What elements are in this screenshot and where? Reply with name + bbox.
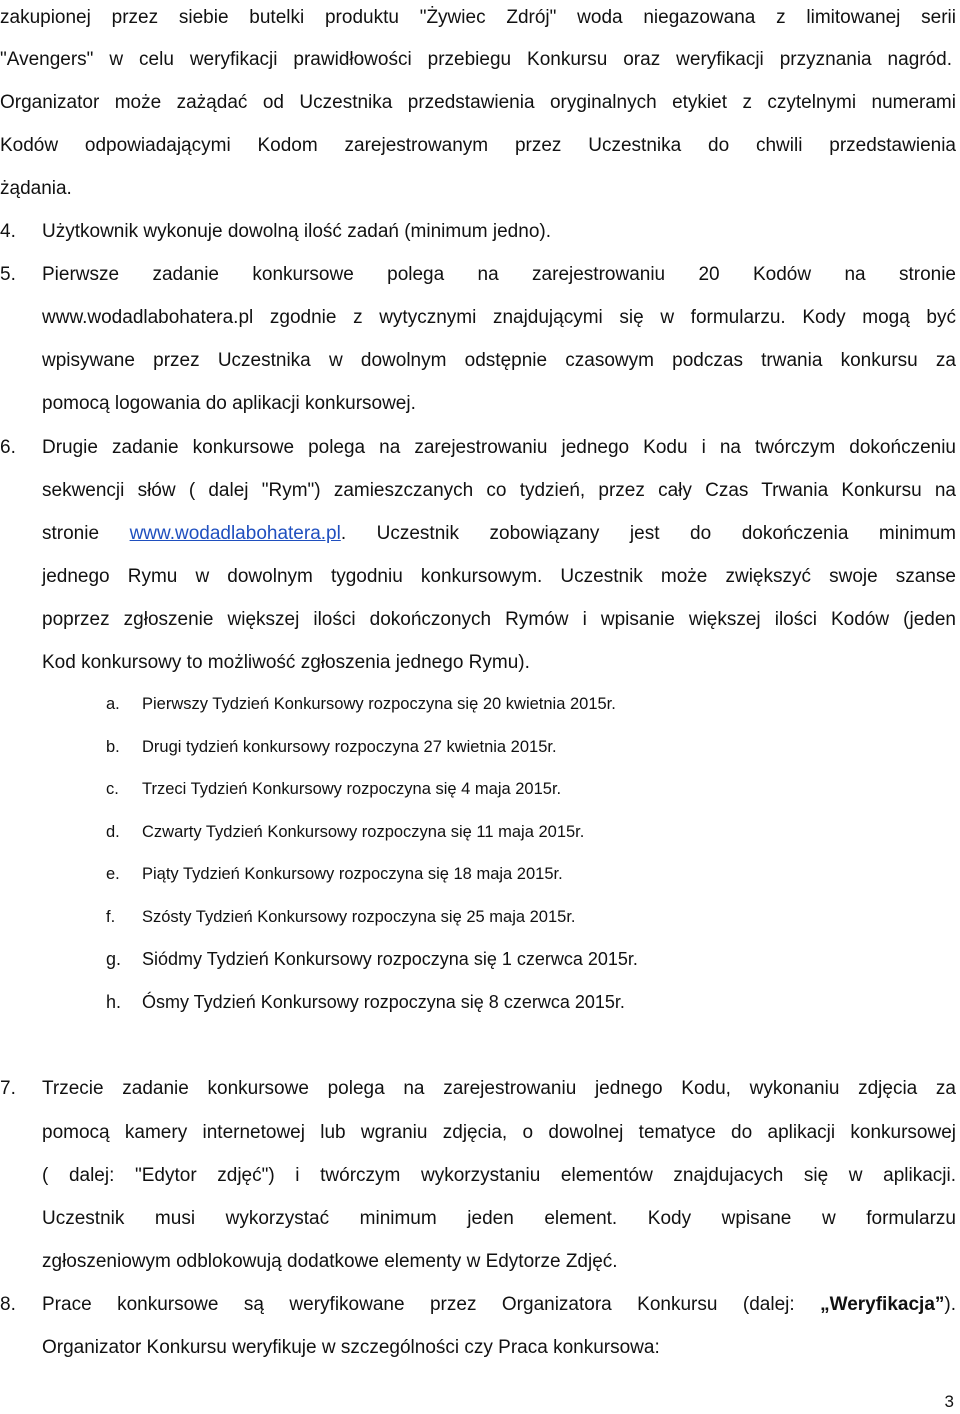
list-number: 4. xyxy=(0,221,16,242)
list-item-line: poprzez zgłoszenie większej ilości dokończonych Rymów i wpisanie większej ilości Kodów (jeden xyxy=(42,609,956,630)
list-item-line: Trzecie zadanie konkursowe polega na zarejestrowaniu jednego Kodu, wykonaniu zdjęcia za xyxy=(42,1078,956,1099)
sublist-letter: d. xyxy=(106,823,120,841)
sublist-letter: c. xyxy=(106,780,119,798)
week-start-item: Siódmy Tydzień Konkursowy rozpoczyna się 1 czerwca 2015r. xyxy=(142,949,638,969)
week-start-item: Trzeci Tydzień Konkursowy rozpoczyna się 4 maja 2015r. xyxy=(142,780,562,798)
paragraph-line: Kodów odpowiadającymi Kodom zarejestrowanym przez Uczestnika do chwili przedstawienia xyxy=(0,135,956,156)
list-item-line: Organizator Konkursu weryfikuje w szczególności czy Praca konkursowa: xyxy=(42,1337,660,1358)
list-item-line: Drugie zadanie konkursowe polega na zarejestrowaniu jednego Kodu i na twórczym dokończeniu xyxy=(42,437,956,458)
website-link[interactable]: www.wodadlabohatera.pl xyxy=(129,523,341,544)
text-span: ). xyxy=(944,1294,956,1315)
list-item-line xyxy=(42,1293,956,1317)
list-item-line: ( dalej: "Edytor zdjęć") i twórczym wykorzystaniu elementów znajdujacych się w aplikacji. xyxy=(42,1165,956,1186)
list-number: 6. xyxy=(0,437,16,458)
paragraph-line: "Avengers" w celu weryfikacji prawidłowości przebiegu Konkursu oraz weryfikacji przyznania nagród. xyxy=(0,49,952,70)
page-number: 3 xyxy=(944,1392,954,1411)
list-item-line: www.wodadlabohatera.pl zgodnie z wytycznymi znajdującymi się w formularzu. Kody mogą być xyxy=(42,307,956,328)
paragraph-line: zakupionej przez siebie butelki produktu "Żywiec Zdrój" woda niegazowana z limitowanej serii xyxy=(0,7,956,28)
week-start-item: Piąty Tydzień Konkursowy rozpoczyna się 18 maja 2015r. xyxy=(142,865,563,883)
list-item-line: jednego Rymu w dowolnym tygodniu konkursowym. Uczestnik może zwiększyć swoje szanse xyxy=(42,566,956,587)
week-start-item: Czwarty Tydzień Konkursowy rozpoczyna się 11 maja 2015r. xyxy=(142,823,585,841)
list-number: 8. xyxy=(0,1294,16,1315)
week-start-item: Szósty Tydzień Konkursowy rozpoczyna się 25 maja 2015r. xyxy=(142,908,576,926)
text-span: Prace konkursowe są weryfikowane przez Organizatora Konkursu (dalej: xyxy=(42,1294,821,1315)
paragraph-line: Organizator może zażądać od Uczestnika przedstawienia oryginalnych etykiet z czytelnymi numerami xyxy=(0,92,956,113)
list-item-line: Pierwsze zadanie konkursowe polega na zarejestrowaniu 20 Kodów na stronie xyxy=(42,264,956,285)
list-number: 5. xyxy=(0,264,16,285)
sublist-letter: h. xyxy=(106,992,122,1012)
bold-term: „Weryfikacja” xyxy=(820,1294,945,1315)
week-start-item: Drugi tydzień konkursowy rozpoczyna 27 kwietnia 2015r. xyxy=(142,738,557,756)
sublist-letter: b. xyxy=(106,738,120,756)
sublist-letter: a. xyxy=(106,695,120,713)
list-item-line: Kod konkursowy to możliwość zgłoszenia jednego Rymu). xyxy=(42,652,530,673)
list-item-line: Użytkownik wykonuje dowolną ilość zadań (minimum jedno). xyxy=(42,221,551,242)
list-item-line: wpisywane przez Uczestnika w dowolnym odstępnie czasowym podczas trwania konkursu za xyxy=(42,350,956,371)
list-number: 7. xyxy=(0,1078,16,1099)
week-start-item: Pierwszy Tydzień Konkursowy rozpoczyna się 20 kwietnia 2015r. xyxy=(142,695,616,713)
list-item-line: pomocą logowania do aplikacji konkursowej. xyxy=(42,393,416,414)
list-item-line: zgłoszeniowym odblokowują dodatkowe elementy w Edytorze Zdjęć. xyxy=(42,1251,618,1272)
paragraph-line: żądania. xyxy=(0,178,72,199)
text-span: stronie xyxy=(42,523,100,544)
list-item-line xyxy=(42,522,956,546)
text-span: . Uczestnik zobowiązany jest do dokończenia minimum xyxy=(340,523,956,544)
list-item-line: sekwencji słów ( dalej "Rym") zamieszczanych co tydzień, przez cały Czas Trwania Konkursu na xyxy=(42,480,956,501)
sublist-letter: e. xyxy=(106,865,120,883)
sublist-letter: g. xyxy=(106,949,122,969)
week-start-item: Ósmy Tydzień Konkursowy rozpoczyna się 8 czerwca 2015r. xyxy=(142,992,625,1012)
sublist-letter: f. xyxy=(106,908,116,926)
list-item-line: Uczestnik musi wykorzystać minimum jeden element. Kody wpisane w formularzu xyxy=(42,1208,956,1229)
list-item-line: pomocą kamery internetowej lub wgraniu zdjęcia, o dowolnej tematyce do aplikacji konkursowej xyxy=(42,1122,956,1143)
